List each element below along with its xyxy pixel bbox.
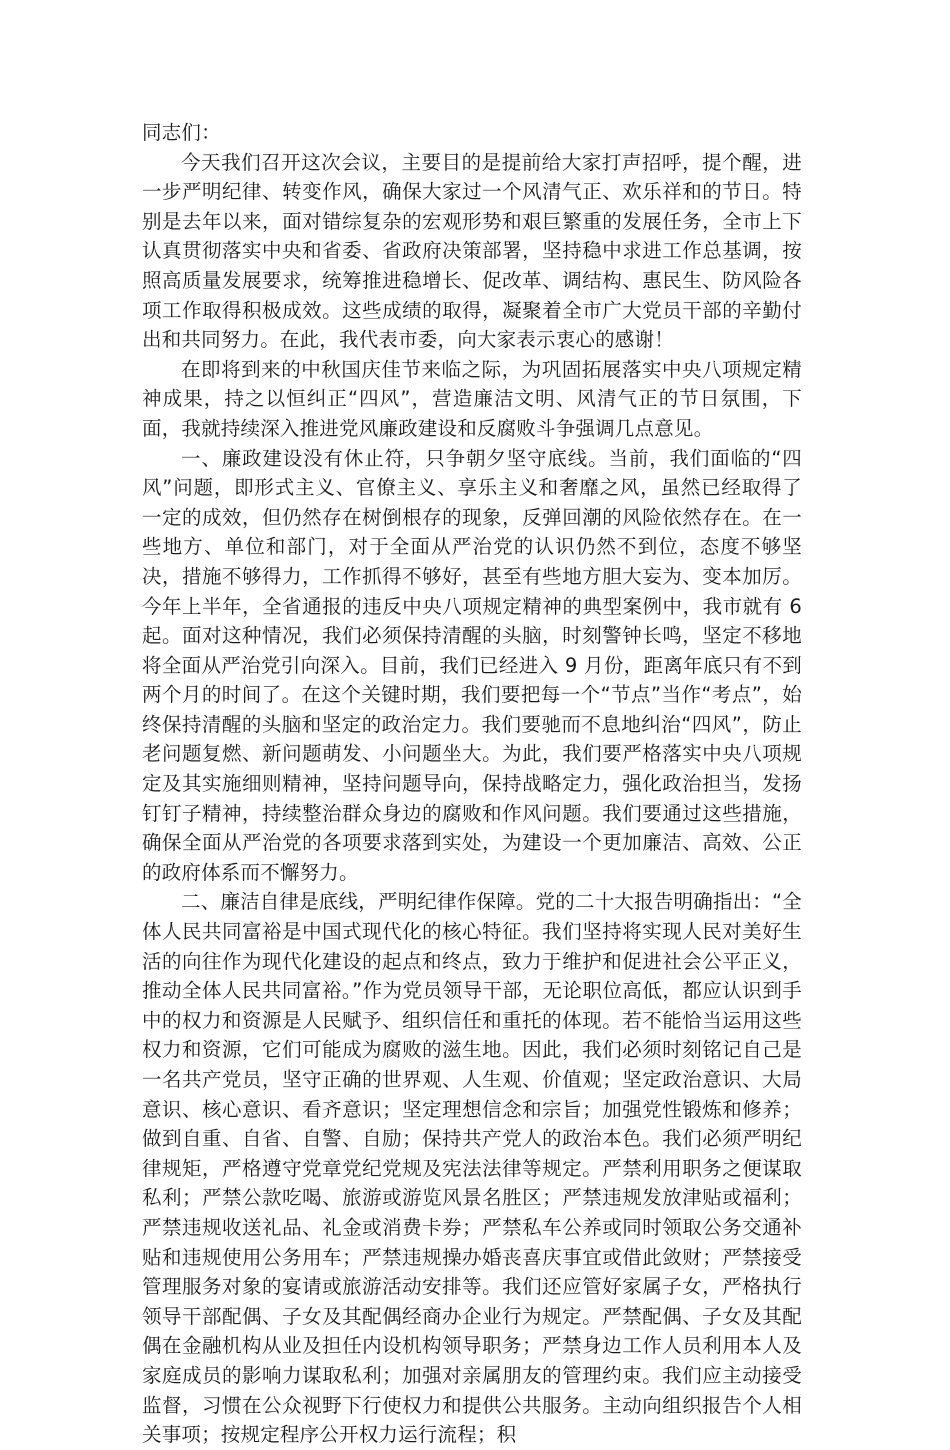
salutation: 同志们： <box>142 121 221 144</box>
paragraph-point-two: 二、廉洁自律是底线，严明纪律作保障。党的二十大报告明确指出：“全体人民共同富裕是中国式现代化的核心特征。我们坚持将实现人民对美好生活的向往作为现代化建设的起点和终点，致力于维护和促进社会公平正义，推动全体人民共同富裕。”作为党员领导干部，无论职位高低，都应认识到手中的权力和资源是人民赋予、组织信任和重托的体现。若不能恰当运用这些权力和资源，它们可能成为腐败的滋生地。因此，我们必须时刻铭记自己是一名共产党员，坚守正确的世界观、人生观、价值观；坚定政治意识、大局意识、核心意识、看齐意识；坚定理想信念和宗旨；加强党性锻炼和修养；做到自重、自省、自警、自励；保持共产党人的政治本色。我们必须严明纪律规矩，严格遵守党章党纪党规及宪法法律等规定。严禁利用职务之便谋取私利；严禁公款吃喝、旅游或游览风景名胜区；严禁违规发放津贴或福利；严禁违规收送礼品、礼金或消费卡券；严禁私车公养或同时领取公务交通补贴和违规使用公务用车；严禁违规操办婚丧喜庆事宜或借此敛财；严禁接受管理服务对象的宴请或旅游活动安排等。我们还应管好家属子女，严格执行领导干部配偶、子女及其配偶经商办企业行为规定。严禁配偶、子女及其配偶在金融机构从业及担任内设机构领导职务；严禁身边工作人员利用本人及家庭成员的影响力谋取私利；加强对亲属朋友的管理约束。我们应主动接受监督，习惯在公众视野下行使权力和提供公共服务。主动向组织报告个人相关事项；按规定程序公开权力运行流程；积 <box>142 890 803 1447</box>
paragraph-introduction: 在即将到来的中秋国庆佳节来临之际，为巩固拓展落实中央八项规定精神成果，持之以恒纠正“四风”，营造廉洁文明、风清气正的节日氛围，下面，我就持续深入推进党风廉政建设和反腐败斗争强调几点意见。 <box>142 357 802 440</box>
document-page <box>142 118 803 1447</box>
paragraph-point-one: 一、廉政建设没有休止符，只争朝夕坚守底线。当前，我们面临的“四风”问题，即形式主义、官僚主义、享乐主义和奢靡之风，虽然已经取得了一定的成效，但仍然存在树倒根存的现象，反弹回潮的风险依然存在。在一些地方、单位和部门，对于全面从严治党的认识仍然不到位，态度不够坚决，措施不够得力，工作抓得不够好，甚至有些地方胆大妄为、变本加厉。今年上半年，全省通报的违反中央八项规定精神的典型案例中，我市就有 6 起。面对这种情况，我们必须保持清醒的头脑，时刻警钟长鸣，坚定不移地将全面从严治党引向深入。目前，我们已经进入 9 月份，距离年底只有不到两个月的时间了。在这个关键时期，我们要把每一个“节点”当作“考点”，始终保持清醒的头脑和坚定的政治定力。我们要驰而不息地纠治“四风”，防止老问题复燃、新问题萌发、小问题坐大。为此，我们要严格落实中央八项规定及其实施细则精神，坚持问题导向，保持战略定力，强化政治担当，发扬钉钉子精神，持续整治群众身边的腐败和作风问题。我们要通过这些措施，确保全面从严治党的各项要求落到实处，为建设一个更加廉洁、高效、公正的政府体系而不懈努力。 <box>142 446 802 884</box>
paragraph-opening: 今天我们召开这次会议，主要目的是提前给大家打声招呼，提个醒，进一步严明纪律、转变作风，确保大家过一个风清气正、欢乐祥和的节日。特别是去年以来，面对错综复杂的宏观形势和艰巨繁重的发展任务，全市上下认真贯彻落实中央和省委、省政府决策部署，坚持稳中求进工作总基调，按照高质量发展要求，统筹推进稳增长、促改革、调结构、惠民生、防风险各项工作取得积极成效。这些成绩的取得，凝聚着全市广大党员干部的辛勤付出和共同努力。在此，我代表市委，向大家表示衷心的感谢！ <box>142 150 802 352</box>
